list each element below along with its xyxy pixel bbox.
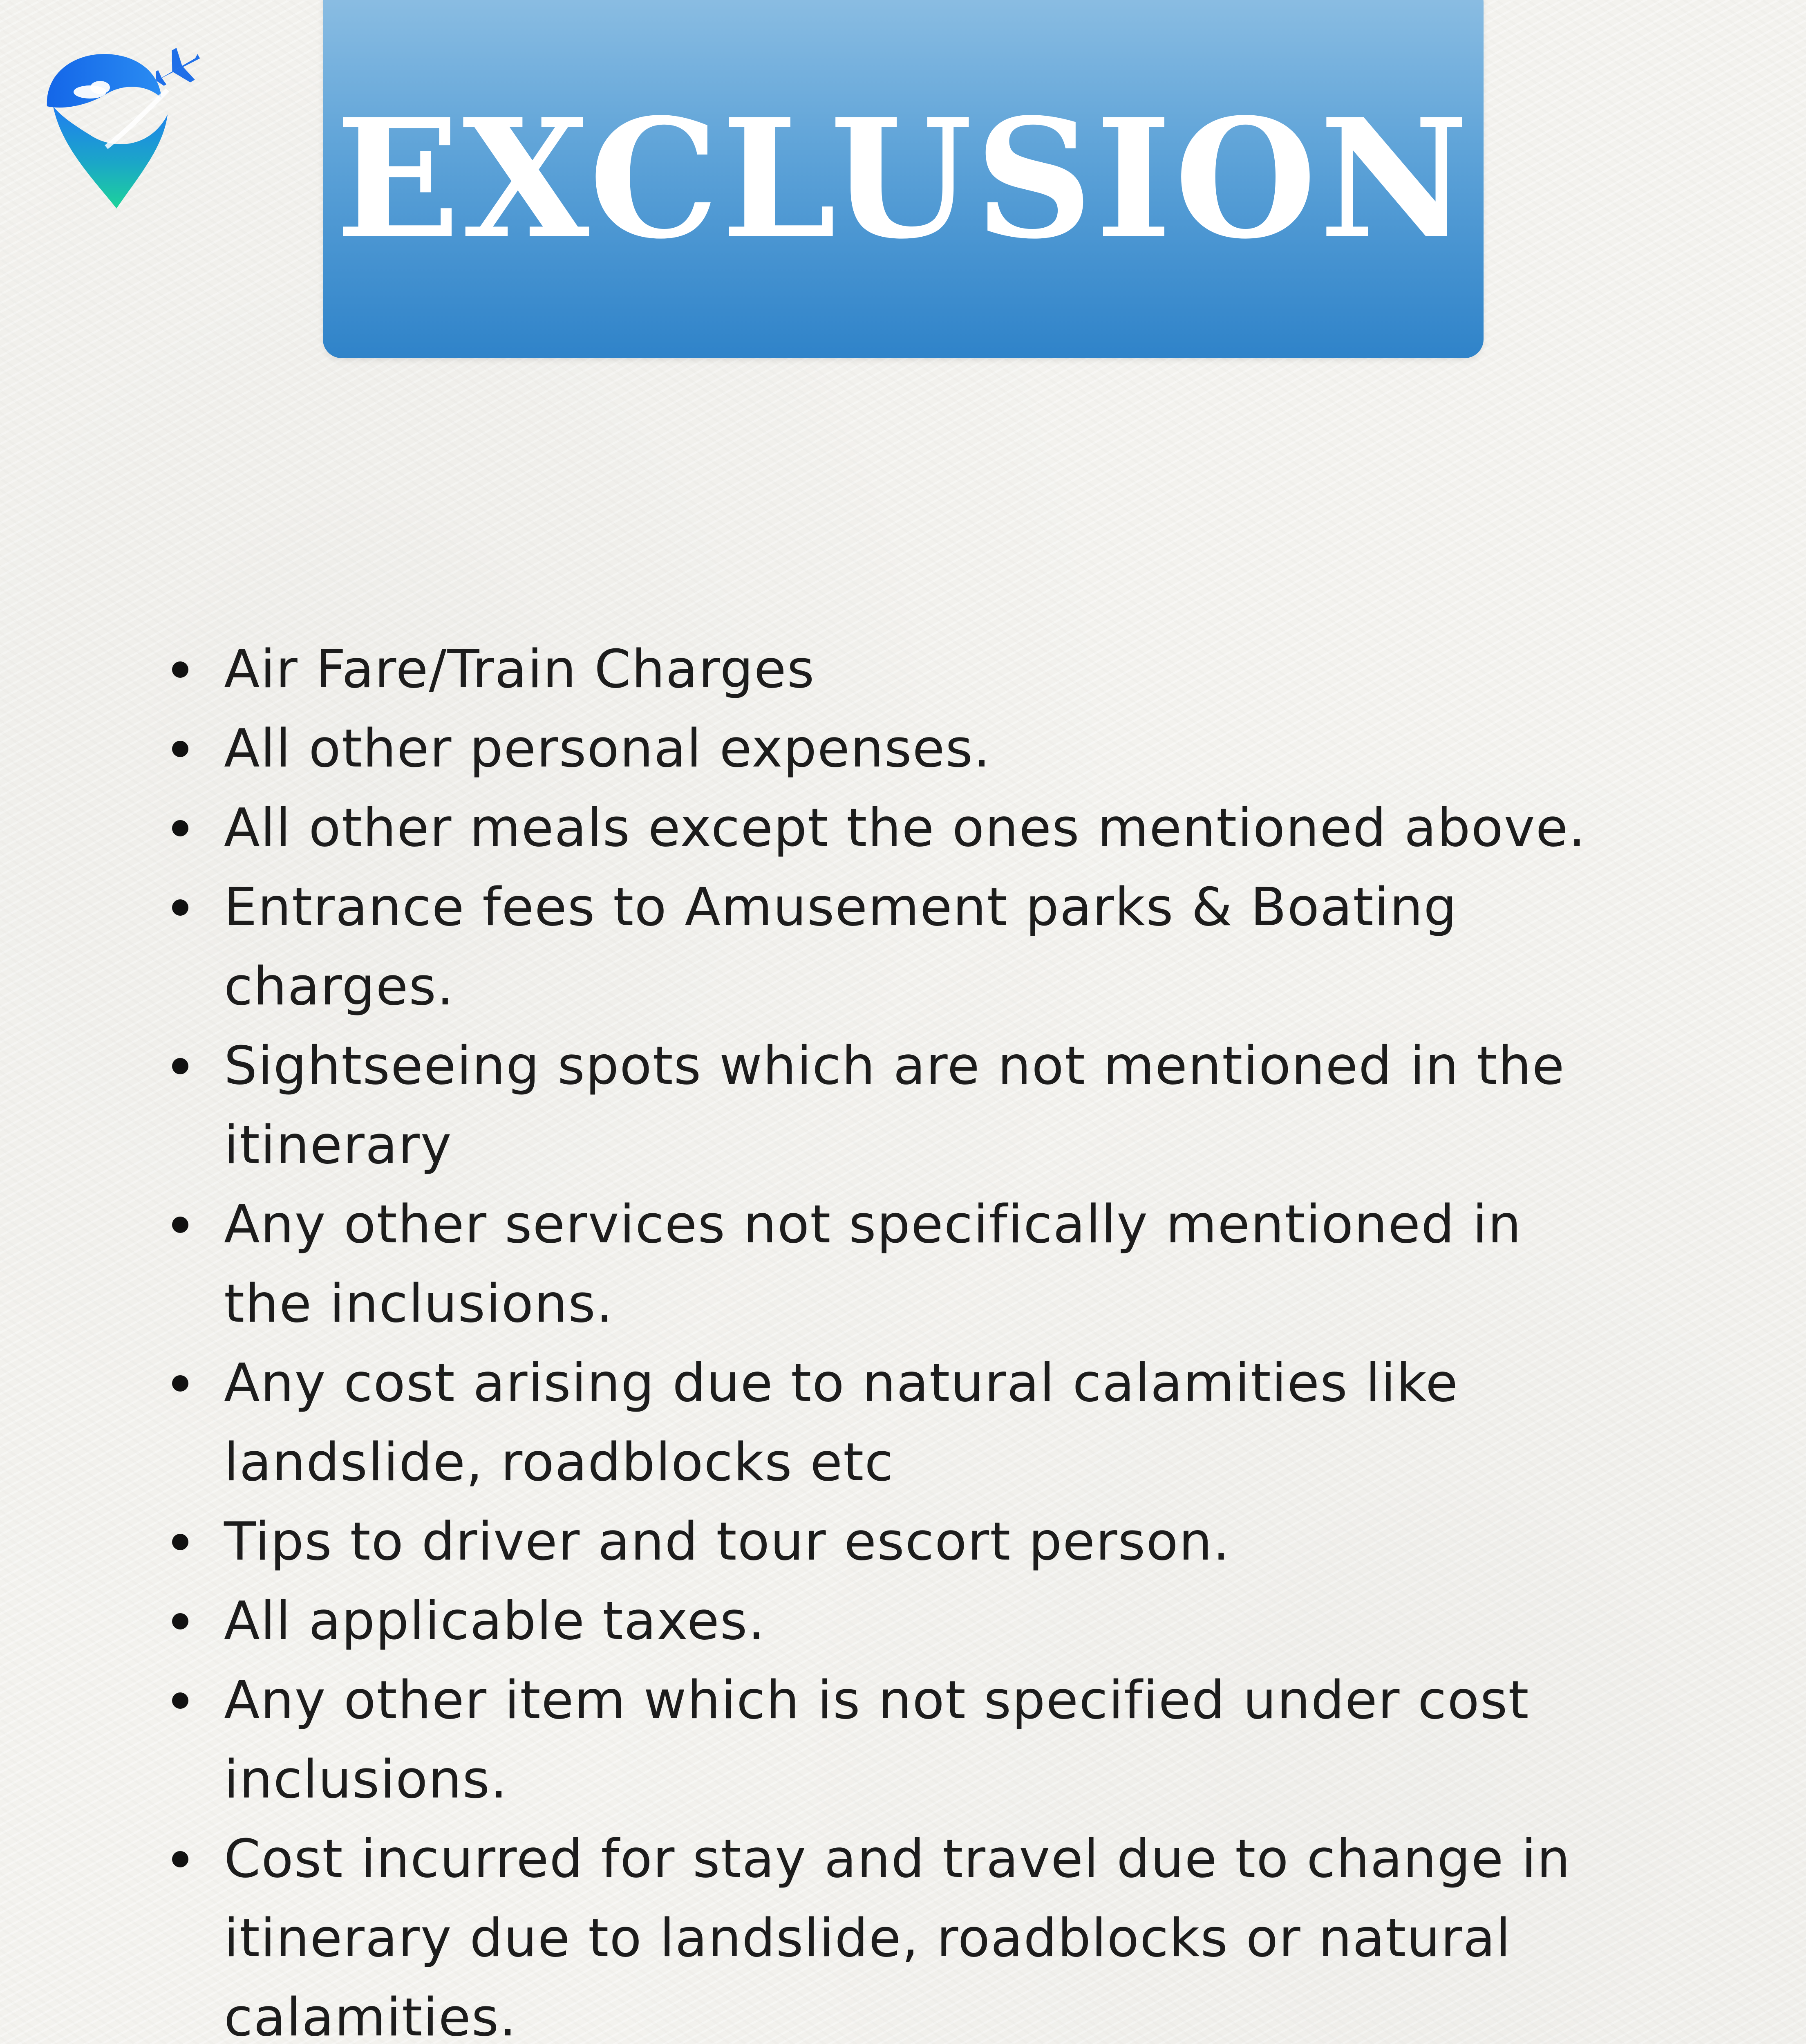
exclusion-text-line: Any cost arising due to natural calamities like [224,1353,1459,1414]
exclusion-text-line: Cost incurred for stay and travel due to change in [224,1829,1571,1889]
page-title: EXCLUSION [335,83,1471,275]
exclusion-item [167,1185,1712,1344]
exclusion-text-line: Sightseeing spots which are not mentioned in the [224,1035,1565,1096]
exclusion-item [167,1582,1712,1661]
exclusion-item [167,709,1712,789]
exclusion-text-line: calamities. [224,1987,517,2044]
exclusion-text-line: Entrance fees to Amusement parks & Boating [224,877,1458,938]
plane-pin-icon [45,45,204,217]
exclusion-text-line: Any other services not specifically mentioned in [224,1194,1522,1255]
exclusion-text-line: All other meals except the ones mentioned above. [224,798,1587,858]
exclusion-text-line: All other personal expenses. [224,718,991,779]
bullet-icon [172,820,188,836]
travel-pin-logo [45,45,204,217]
exclusion-item [167,789,1712,868]
exclusion-text-line: Any other item which is not specified under cost [224,1670,1530,1731]
exclusion-item [167,1661,1712,1820]
exclusion-text-line: Tips to driver and tour escort person. [224,1511,1231,1572]
exclusion-item [167,1502,1712,1582]
bullet-icon [172,1058,188,1074]
exclusion-item [167,1820,1712,2044]
title-banner [323,0,1484,358]
bullet-icon [172,1217,188,1233]
exclusion-item [167,868,1712,1026]
exclusion-text-line: All applicable taxes. [224,1591,766,1652]
bullet-icon [172,1375,188,1392]
exclusion-text-line: itinerary [224,1115,452,1176]
exclusion-text-line: landslide, roadblocks etc [224,1432,894,1493]
exclusion-item [167,630,1712,709]
bullet-icon [172,899,188,916]
bullet-icon [172,1534,188,1550]
exclusion-text-line: itinerary due to landslide, roadblocks or natural [224,1908,1511,1969]
bullet-icon [172,1851,188,1867]
bullet-icon [172,1613,188,1629]
exclusion-item [167,1344,1712,1502]
exclusion-list [167,630,1712,2044]
bullet-icon [172,661,188,678]
exclusion-text-line: inclusions. [224,1749,508,1810]
exclusion-text-line: the inclusions. [224,1273,614,1334]
bullet-icon [172,741,188,757]
exclusion-item [167,1026,1712,1185]
exclusion-text-line: charges. [224,956,454,1017]
bullet-icon [172,1692,188,1709]
exclusion-text-line: Air Fare/Train Charges [224,639,815,700]
